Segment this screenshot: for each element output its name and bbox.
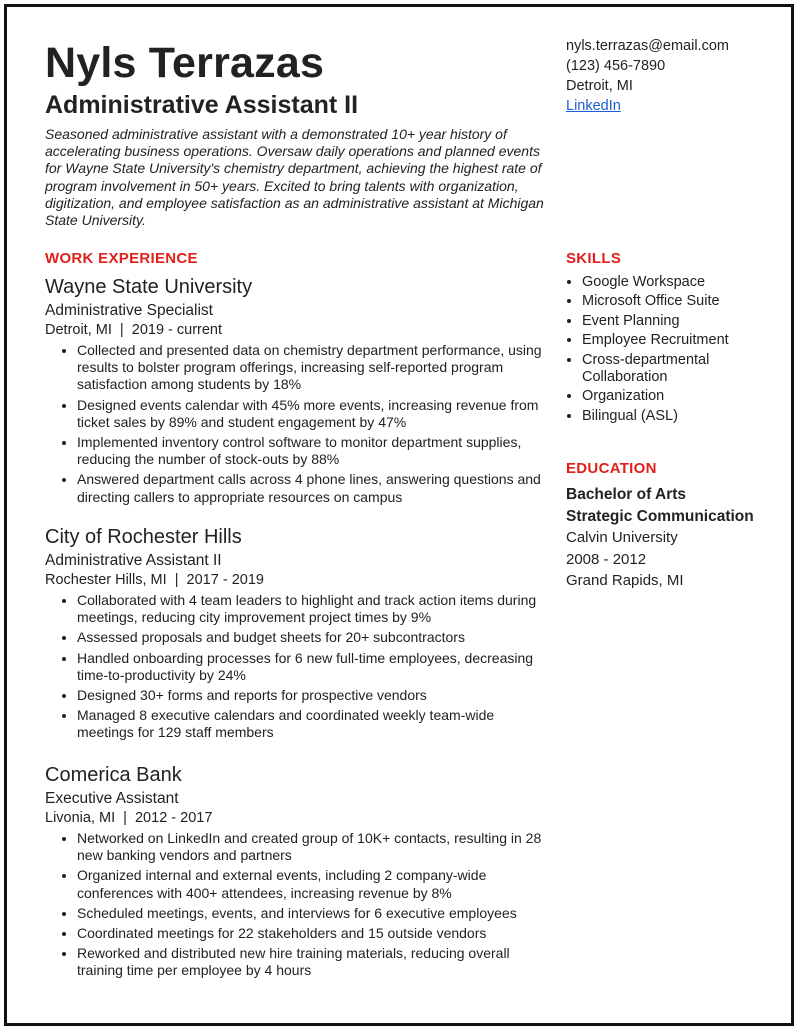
- job-bullets: [45, 592, 545, 742]
- contact-phone: (123) 456-7890: [566, 58, 666, 74]
- contact-email: nyls.terrazas@email.com: [566, 38, 729, 54]
- job-bullet: • Scheduled meetings, events, and interviews for 6 executive employees: [77, 905, 545, 922]
- skill-item: • Employee Recruitment: [582, 332, 782, 349]
- job-entry: [45, 763, 545, 983]
- job-meta: Detroit, MI | 2019 - current: [45, 322, 223, 338]
- school-name: Calvin University: [566, 529, 678, 547]
- job-bullets: [45, 830, 545, 980]
- job-bullet: • Coordinated meetings for 22 stakeholders and 15 outside vendors: [77, 925, 545, 942]
- job-meta: Livonia, MI | 2012 - 2017: [45, 810, 213, 826]
- job-title: Administrative Assistant II: [45, 91, 359, 119]
- degree: Bachelor of Arts: [566, 486, 687, 503]
- job-bullet: • Assessed proposals and budget sheets for 20+ subcontractors: [77, 629, 545, 646]
- job-role: Administrative Specialist: [45, 302, 213, 319]
- contact-block: [566, 36, 729, 116]
- job-bullets: [45, 342, 545, 506]
- job-bullet: • Collected and presented data on chemistry department performance, using results to bolster program offerings, increasing self-reported program satisfaction among students by 18%: [77, 342, 545, 394]
- job-role: Administrative Assistant II: [45, 552, 222, 569]
- education-years: 2008 - 2012: [566, 550, 647, 568]
- job-role: Executive Assistant: [45, 790, 179, 807]
- job-bullet: • Handled onboarding processes for 6 new full-time employees, decreasing time-to-productivity by 24%: [77, 650, 545, 684]
- job-entry: [45, 275, 545, 509]
- skill-item: • Bilingual (ASL): [582, 408, 782, 425]
- job-bullet: • Implemented inventory control software to monitor department supplies, reducing the number of stock-outs by 88%: [77, 434, 545, 468]
- job-bullet: • Networked on LinkedIn and created group of 10K+ contacts, resulting in 28 new banking vendors and partners: [77, 830, 545, 864]
- job-bullet: • Reworked and distributed new hire training materials, reducing overall training time per employee by 4 hours: [77, 945, 545, 979]
- job-bullet: • Managed 8 executive calendars and coordinated weekly team-wide meetings for 129 staff members: [77, 707, 545, 741]
- job-bullet: • Answered department calls across 4 phone lines, answering questions and directing callers to appropriate resources on campus: [77, 471, 545, 505]
- job-bullet: • Designed events calendar with 45% more events, increasing revenue from ticket sales by 89% and student engagement by 47%: [77, 397, 545, 431]
- company-name: Wayne State University: [45, 276, 253, 298]
- skill-item: • Google Workspace: [582, 274, 782, 291]
- linkedin-link[interactable]: LinkedIn: [566, 98, 621, 114]
- section-work-experience: WORK EXPERIENCE: [45, 250, 198, 267]
- section-skills: SKILLS: [566, 250, 622, 267]
- skill-item: • Microsoft Office Suite: [582, 293, 782, 310]
- company-name: Comerica Bank: [45, 764, 182, 786]
- summary: Seasoned administrative assistant with a demonstrated 10+ year history of accelerating business operations. Oversaw daily operations and planned events for Wayne State University's chemistry department, achieving the highest rate of program involvement in 50+ years. Excited to bring talents with organization, digitization, and employee satisfaction as an administrative assistant at Michigan State University.: [45, 126, 544, 229]
- skills-list: [566, 274, 782, 427]
- job-bullet: • Organized internal and external events, including 2 company-wide conferences with 400+ attendees, increasing revenue by 8%: [77, 867, 545, 901]
- education-block: [566, 484, 754, 592]
- section-education: EDUCATION: [566, 460, 657, 477]
- job-bullet: • Collaborated with 4 team leaders to highlight and track action items during meetings, reducing city improvement project times by 9%: [77, 592, 545, 626]
- job-meta: Rochester Hills, MI | 2017 - 2019: [45, 572, 264, 588]
- job-entry: [45, 525, 545, 745]
- education-location: Grand Rapids, MI: [566, 572, 684, 590]
- field-of-study: Strategic Communication: [566, 507, 754, 525]
- skill-item: • Cross-departmental Collaboration: [582, 352, 722, 387]
- job-bullet: • Designed 30+ forms and reports for prospective vendors: [77, 687, 545, 704]
- skill-item: • Event Planning: [582, 313, 782, 330]
- candidate-name: Nyls Terrazas: [45, 39, 325, 87]
- skill-item: • Organization: [582, 388, 782, 405]
- company-name: City of Rochester Hills: [45, 526, 242, 548]
- contact-location: Detroit, MI: [566, 78, 633, 94]
